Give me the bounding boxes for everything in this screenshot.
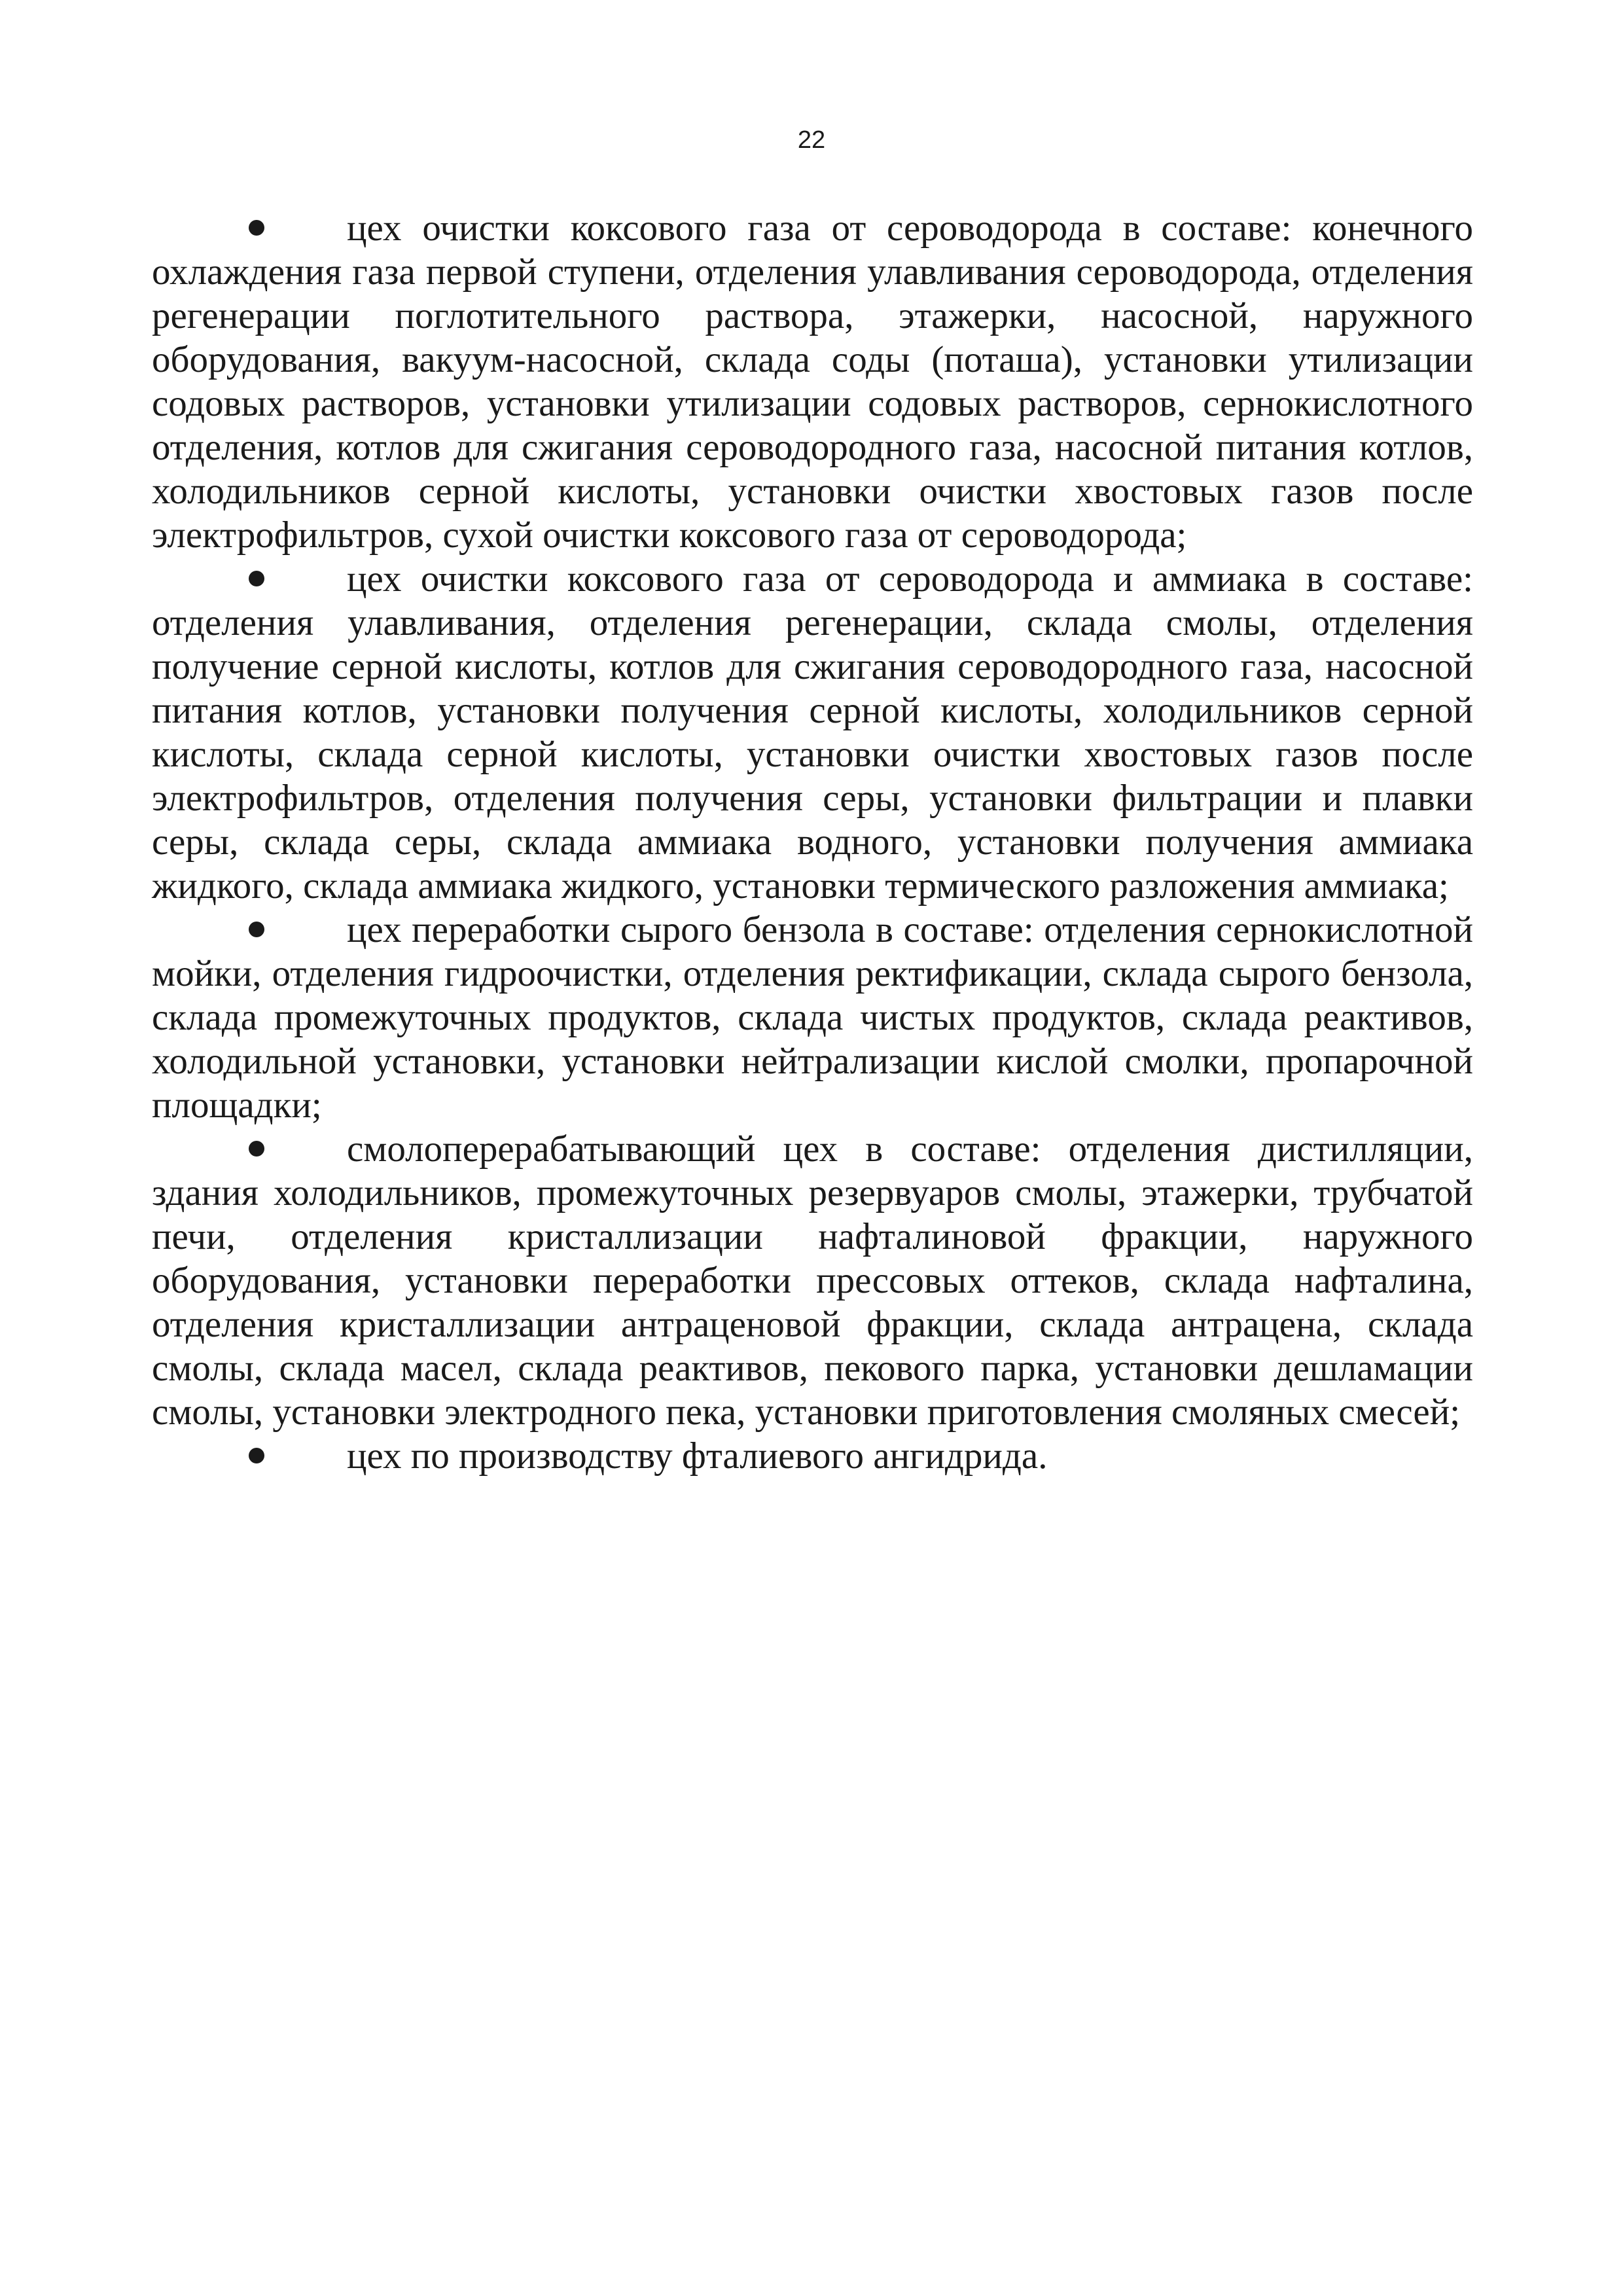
bullet-icon xyxy=(249,220,264,236)
list-item xyxy=(152,1434,1473,1478)
page-number: 22 xyxy=(797,126,826,154)
bullet-icon xyxy=(249,922,264,937)
bullet-icon xyxy=(249,571,264,586)
list-item xyxy=(152,1127,1473,1434)
bullet-list xyxy=(152,206,1473,1478)
bullet-icon xyxy=(249,1141,264,1157)
list-item xyxy=(152,908,1473,1127)
list-item xyxy=(152,557,1473,908)
list-item xyxy=(152,206,1473,557)
list-item-text: цех очистки коксового газа от сероводорода и аммиака в составе: отделения улавливания, отделения регенерации, склада смолы, отделения получение серной кислоты, котлов для сжигания сероводородного газа, насосной питания котлов, установки получения серной кислоты, холодильников серной кислоты, склада серной кислоты, установки очистки хвостовых газов после электрофильтров, отделения получения серы, установки фильтрации и плавки серы, склада серы, склада аммиака водного, установки получения аммиака жидкого, склада аммиака жидкого, установки термического разложения аммиака; xyxy=(152,558,1473,906)
list-item-text: цех переработки сырого бензола в составе: отделения сернокислотной мойки, отделения гидроочистки, отделения ректификации, склада сырого бензола, склада промежуточных продуктов, склада чистых продуктов, склада реактивов, холодильной установки, установки нейтрализации кислой смолки, пропарочной площадки; xyxy=(152,909,1473,1126)
list-item-text: смолоперерабатывающий цех в составе: отделения дистилляции, здания холодильников, промежуточных резервуаров смолы, этажерки, трубчатой печи, отделения кристаллизации нафталиновой фракции, наружного оборудования, установки переработки прессовых оттеков, склада нафталина, отделения кристаллизации антраценовой фракции, склада антрацена, склада смолы, склада масел, склада реактивов, пекового парка, установки дешламации смолы, установки электродного пека, установки приготовления смоляных смесей; xyxy=(152,1128,1473,1433)
bullet-icon xyxy=(249,1448,264,1463)
list-item-text: цех очистки коксового газа от сероводорода в составе: конечного охлаждения газа первой ступени, отделения улавливания сероводорода, отделения регенерации поглотительного раствора, этажерки, насосной, наружного оборудования, вакуум-насосной, склада соды (поташа), установки утилизации содовых растворов, установки утилизации содовых растворов, сернокислотного отделения, котлов для сжигания сероводородного газа, насосной питания котлов, холодильников серной кислоты, установки очистки хвостовых газов после электрофильтров, сухой очистки коксового газа от сероводорода; xyxy=(152,207,1473,556)
list-item-text: цех по производству фталиевого ангидрида. xyxy=(347,1435,1048,1477)
